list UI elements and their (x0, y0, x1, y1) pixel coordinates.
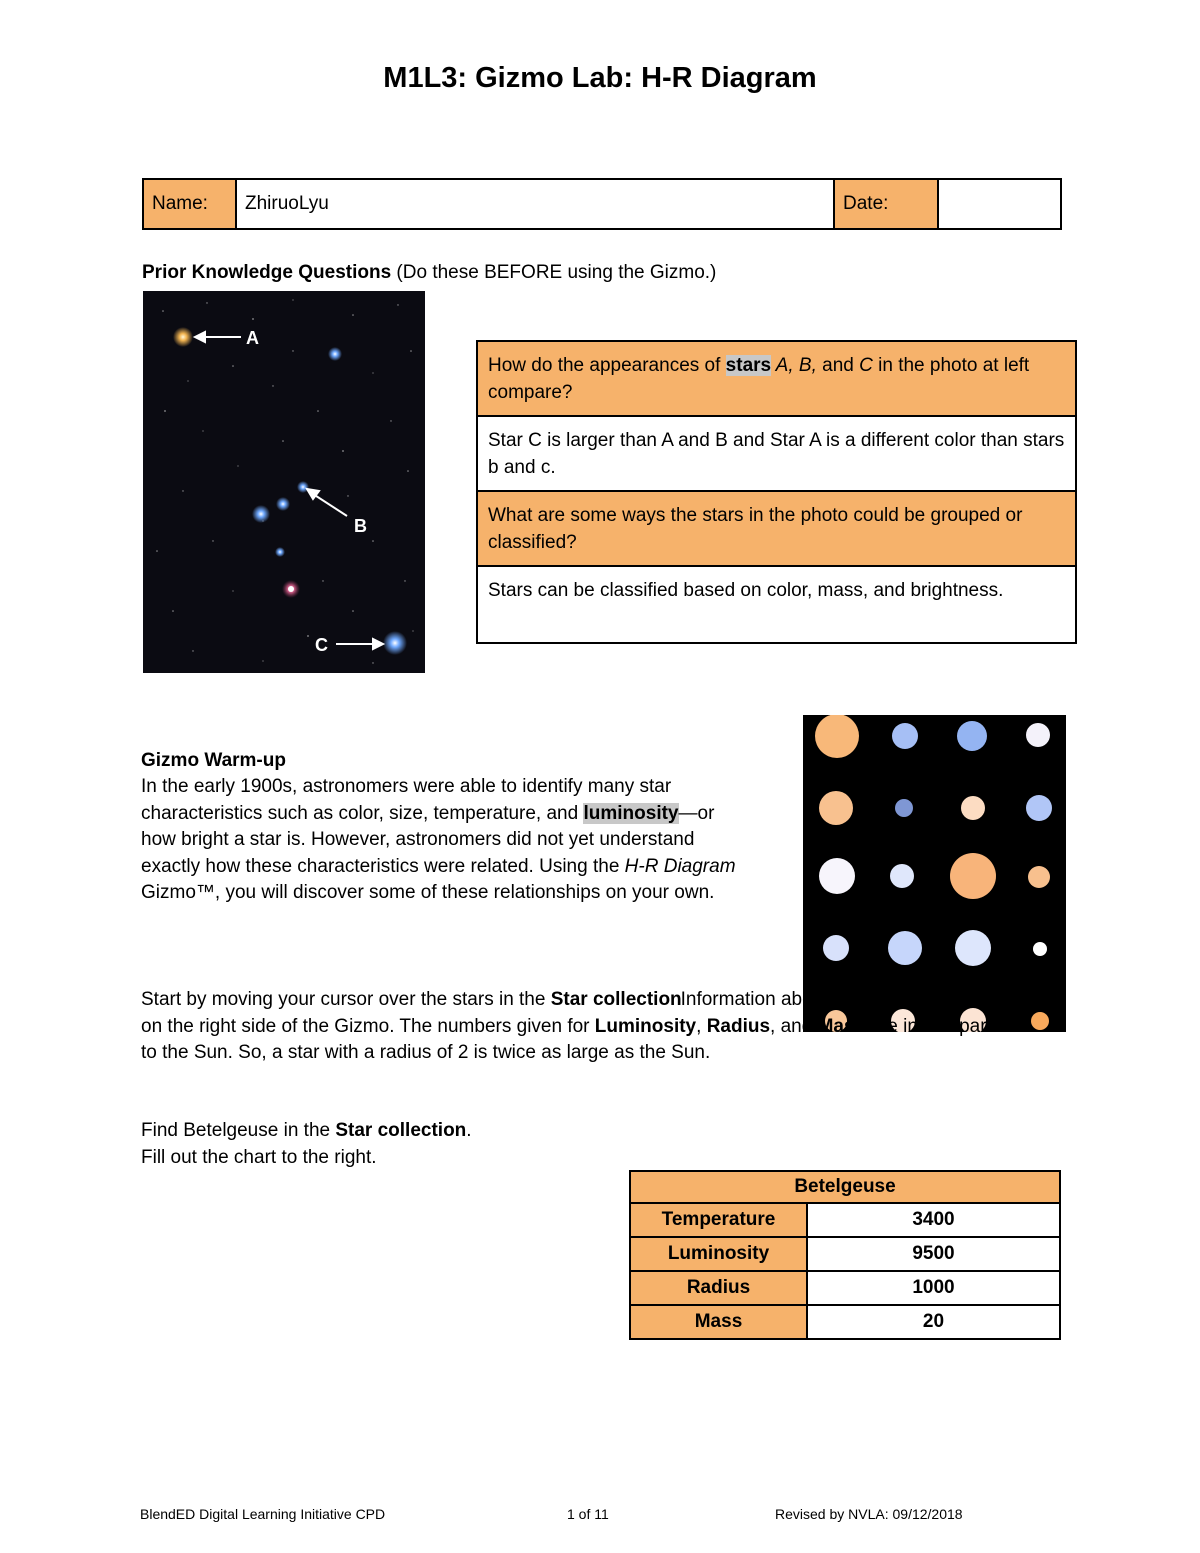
page-title: M1L3: Gizmo Lab: H-R Diagram (383, 62, 817, 94)
arrow-a-head (195, 332, 205, 342)
row-label-mass: Mass (630, 1305, 807, 1339)
collection-star (1026, 723, 1050, 747)
star-collection-graphic (803, 715, 1066, 1032)
label-b: B (354, 516, 367, 536)
row-label-radius: Radius (630, 1271, 807, 1305)
answer-1[interactable]: Star C is larger than A and B and Star A is a different color than stars b and c. (478, 417, 1075, 492)
collection-star (961, 796, 985, 820)
name-date-table (142, 178, 1062, 230)
row-value-temperature[interactable]: 3400 (807, 1203, 1060, 1237)
label-a: A (246, 328, 259, 348)
collection-star (1028, 866, 1050, 888)
collection-star (950, 853, 996, 899)
date-field[interactable] (938, 179, 1061, 229)
row-label-temperature: Temperature (630, 1203, 807, 1237)
answer-2[interactable]: Stars can be classified based on color, mass, and brightness. (488, 580, 1004, 601)
arrow-c-head (373, 639, 383, 649)
warmup-paragraph-4: Fill out the chart to the right. (141, 1147, 377, 1168)
betelgeuse-table (629, 1170, 1061, 1340)
star-field-graphic (143, 291, 425, 673)
footer-page-number: 1 of 11 (567, 1506, 609, 1522)
warmup-paragraph-3: Find Betelgeuse in the Star collection. (141, 1120, 472, 1141)
warmup-paragraph-2-lead: Start by moving your cursor over the stars in the Star collection (141, 989, 682, 1010)
date-label: Date: (834, 179, 938, 229)
row-label-luminosity: Luminosity (630, 1237, 807, 1271)
star-belt-left (252, 505, 270, 523)
warmup-paragraph-1: In the early 1900s, astronomers were able to identify many star characteristics such as color, size, temperature, and luminosity—or how bright a star is. However, astronomers did not yet understand exactly how these characteristics were related. Using the H-R Diagram Gizmo™, you will discover some of these relationships on your own. (141, 776, 736, 903)
star-top-right (328, 347, 342, 361)
collection-star (895, 799, 913, 817)
collection-star (892, 723, 918, 749)
betelgeuse-title: Betelgeuse (630, 1171, 1060, 1203)
warmup-paragraph-2: . Information about each star is displayed on the right side of the Gizmo. The numbers given for Luminosity, Radius, and Mass are in comparison to the Sun. So, a star with a radius of 2 is twice as large as the Sun. (141, 989, 1022, 1063)
collection-star (888, 931, 922, 965)
footer-revised: Revised by NVLA: 09/12/2018 (775, 1506, 963, 1522)
star-a (173, 327, 193, 347)
star-sword-top (275, 547, 285, 557)
name-field[interactable]: ZhiruoLyu (236, 179, 834, 229)
collection-star (890, 864, 914, 888)
question-1: How do the appearances of stars A, B, and C in the photo at left compare? (478, 342, 1075, 417)
collection-star (1026, 795, 1052, 821)
collection-star (955, 930, 991, 966)
collection-star (1033, 942, 1047, 956)
collection-star (957, 721, 987, 751)
nebula-core (288, 586, 294, 592)
collection-star (823, 935, 849, 961)
label-c: C (315, 635, 328, 655)
question-2: What are some ways the stars in the photo could be grouped or classified? (478, 492, 1075, 567)
star-c (383, 631, 407, 655)
row-value-mass[interactable]: 20 (807, 1305, 1060, 1339)
warmup-heading: Gizmo Warm-up (141, 750, 286, 771)
collection-star (815, 715, 859, 758)
name-label: Name: (143, 179, 236, 229)
collection-star (819, 791, 853, 825)
questions-table (476, 340, 1077, 644)
collection-star (819, 858, 855, 894)
star-belt-middle (276, 497, 290, 511)
row-value-luminosity[interactable]: 9500 (807, 1237, 1060, 1271)
orion-star-photo (143, 291, 425, 673)
footer-left: BlendED Digital Learning Initiative CPD (140, 1506, 386, 1522)
prior-knowledge-heading: Prior Knowledge Questions (Do these BEFORE using the Gizmo.) (142, 262, 717, 283)
row-value-radius[interactable]: 1000 (807, 1271, 1060, 1305)
